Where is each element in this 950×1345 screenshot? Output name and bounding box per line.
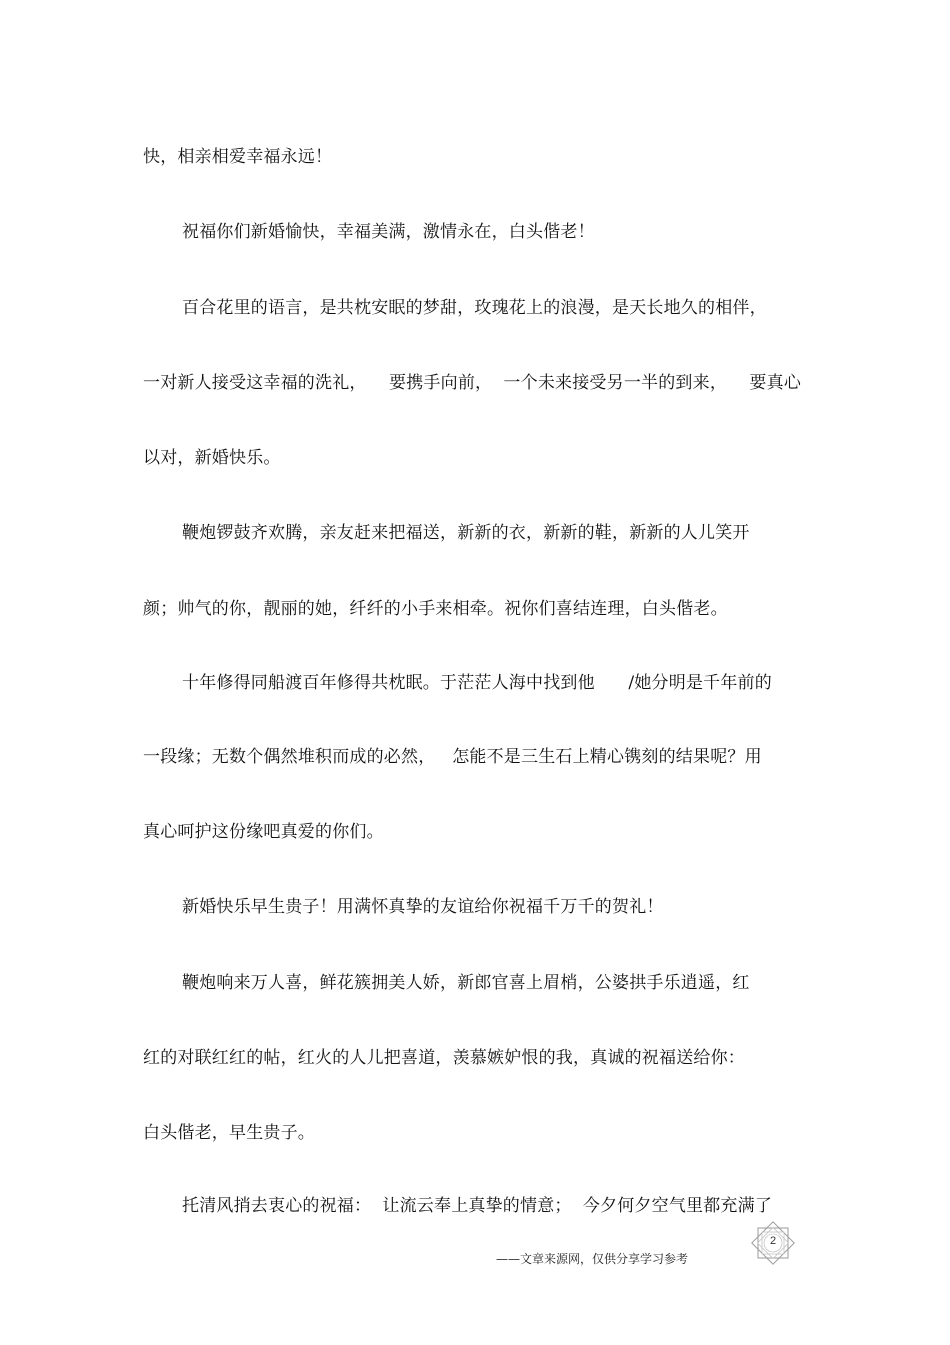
paragraph-first-line: 鞭炮响来万人喜，鲜花簇拥美人娇，新郎官喜上眉梢，公婆拱手乐逍遥，红: [182, 973, 750, 993]
text-line: 红的对联红红的帖，红火的人儿把喜道，羡慕嫉妒恨的我，真诚的祝福送给你：: [143, 1048, 745, 1068]
text-line: 以对，新婚快乐。: [143, 448, 281, 468]
text-line: 真心呵护这份缘吧真爱的你们。: [143, 822, 384, 842]
paragraph-first-line: 百合花里的语言，是共枕安眠的梦甜，玫瑰花上的浪漫，是天长地久的相伴，: [182, 298, 767, 318]
text-line: 快，相亲相爱幸福永远！: [143, 147, 333, 167]
paragraph-first-line: 十年修得同船渡百年修得共枕眠。于茫茫人海中找到他 /她分明是千年前的: [182, 673, 772, 693]
paragraph-first-line: 祝福你们新婚愉快，幸福美满，激情永在，白头偕老！: [182, 222, 595, 242]
text-line: 一段缘；无数个偶然堆积而成的必然， 怎能不是三生石上精心镌刻的结果呢？用: [143, 747, 762, 767]
paragraph-first-line: 鞭炮锣鼓齐欢腾，亲友赶来把福送，新新的衣，新新的鞋，新新的人儿笑开: [182, 523, 750, 543]
text-line: 一对新人接受这幸福的洗礼， 要携手向前， 一个未来接受另一半的到来， 要真心: [143, 373, 802, 393]
paragraph-first-line: 托清风捎去衷心的祝福： 让流云奉上真挚的情意； 今夕何夕空气里都充满了: [182, 1196, 773, 1216]
page-number: 2: [769, 1235, 777, 1247]
text-line: 白头偕老，早生贵子。: [143, 1123, 315, 1143]
paragraph-first-line: 新婚快乐早生贵子！用满怀真挚的友谊给你祝福千万千的贺礼！: [182, 897, 664, 917]
page-number-badge: [748, 1218, 798, 1268]
source-note: ——文章来源网，仅供分享学习参考: [496, 1252, 689, 1266]
text-line: 颜；帅气的你，靓丽的她，纤纤的小手来相牵。祝你们喜结连理，白头偕老。: [143, 599, 728, 619]
